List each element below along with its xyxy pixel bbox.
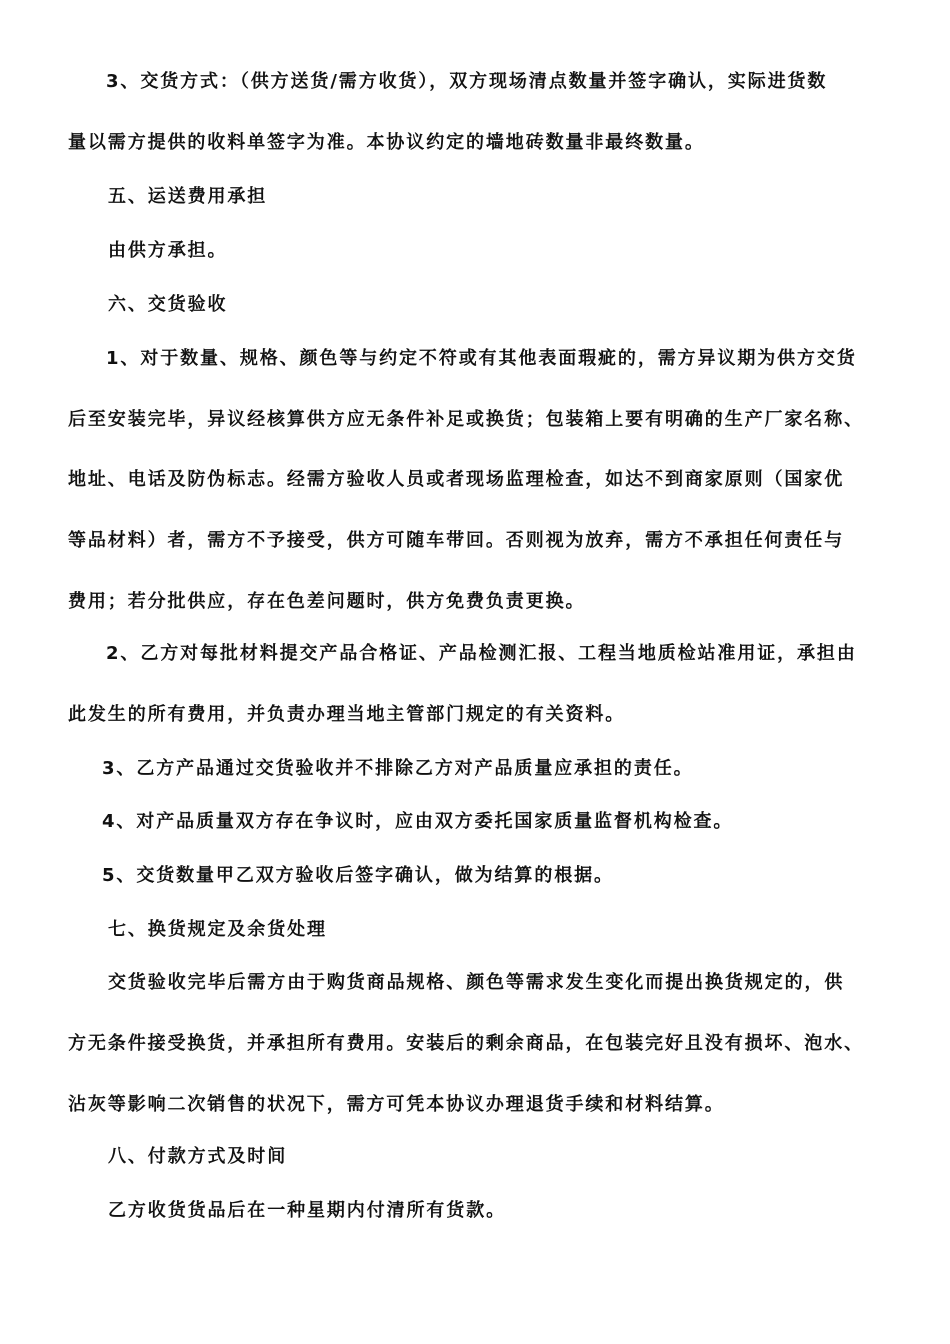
section-7-body-line-3: 沾灰等影响二次销售的状况下，需方可凭本协议办理退货手续和材料结算。 [68, 1094, 725, 1115]
clause-6-4: 4、对产品质量双方存在争议时，应由双方委托国家质量监督机构检查。 [102, 811, 734, 832]
clause-6-1-line-5: 费用；若分批供应，存在色差问题时，供方免费负责更换。 [68, 591, 586, 612]
clause-6-1-line-4: 等品材料）者，需方不予接受，供方可随车带回。否则视为放弃，需方不承担任何责任与 [68, 530, 845, 551]
clause-5-3-line-1: 3、交货方式：（供方送货/需方收货），双方现场清点数量并签字确认，实际进货数 [106, 71, 828, 92]
section-5-body: 由供方承担。 [108, 240, 228, 261]
clause-6-2-line-2: 此发生的所有费用，并负责办理当地主管部门规定的有关资料。 [68, 704, 626, 725]
clause-6-1-line-3: 地址、电话及防伪标志。经需方验收人员或者现场监理检查，如达不到商家原则（国家优 [68, 469, 845, 490]
section-5-heading: 五、运送费用承担 [108, 186, 268, 207]
clause-5-3-line-2: 量以需方提供的收料单签字为准。本协议约定的墙地砖数量非最终数量。 [68, 132, 705, 153]
clause-6-3: 3、乙方产品通过交货验收并不排除乙方对产品质量应承担的责任。 [102, 758, 694, 779]
section-7-body-line-1: 交货验收完毕后需方由于购货商品规格、颜色等需求发生变化而提出换货规定的，供 [108, 972, 845, 993]
clause-6-2-line-1: 2、乙方对每批材料提交产品合格证、产品检测汇报、工程当地质检站准用证，承担由 [106, 643, 857, 664]
section-8-heading: 八、付款方式及时间 [108, 1146, 288, 1167]
clause-6-1-line-1: 1、对于数量、规格、颜色等与约定不符或有其他表面瑕疵的，需方异议期为供方交货 [106, 348, 857, 369]
section-7-heading: 七、换货规定及余货处理 [108, 919, 327, 940]
clause-6-5: 5、交货数量甲乙双方验收后签字确认，做为结算的根据。 [102, 865, 614, 886]
section-6-heading: 六、交货验收 [108, 294, 228, 315]
clause-6-1-line-2: 后至安装完毕，异议经核算供方应无条件补足或换货；包装箱上要有明确的生产厂家名称、 [68, 409, 864, 430]
section-7-body-line-2: 方无条件接受换货，并承担所有费用。安装后的剩余商品，在包装完好且没有损坏、泡水、 [68, 1033, 864, 1054]
section-8-body: 乙方收货货品后在一种星期内付清所有货款。 [108, 1200, 506, 1221]
